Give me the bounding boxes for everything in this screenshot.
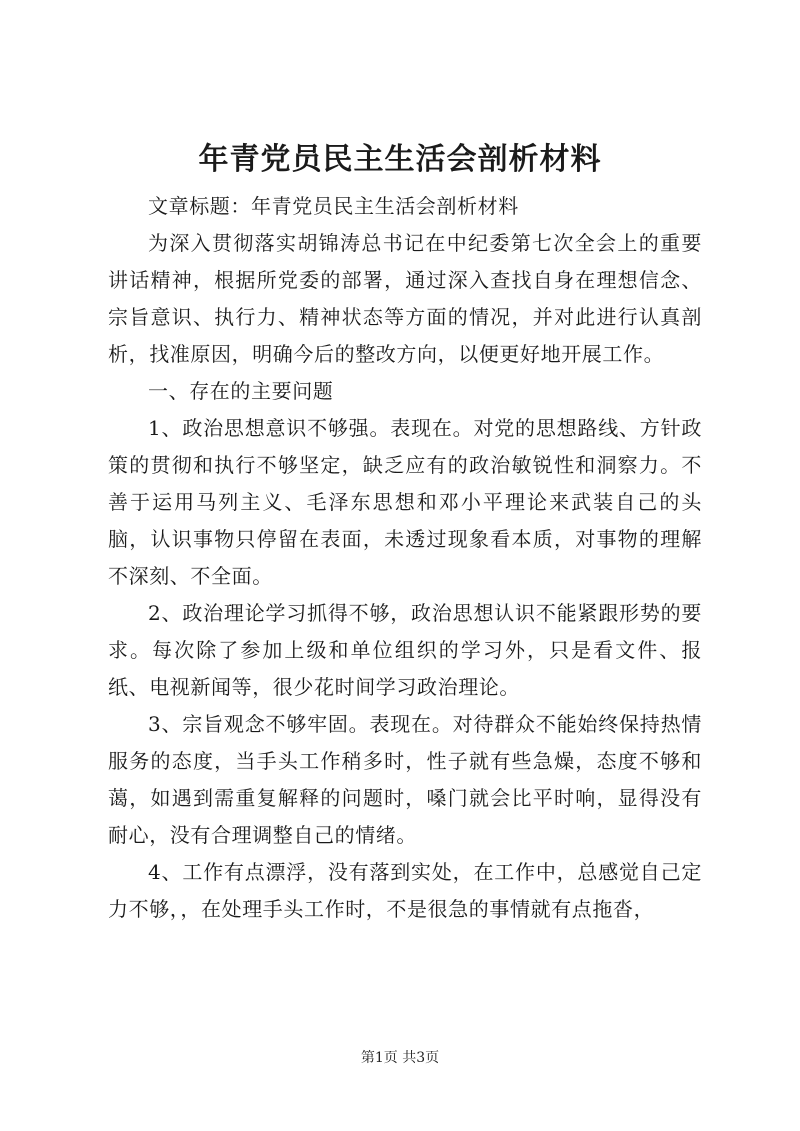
intro-paragraph: 为深入贯彻落实胡锦涛总书记在中纪委第七次全会上的重要讲话精神，根据所党委的部署，通过深入查找自身在理想信念、宗旨意识、执行力、精神状态等方面的情况，并对此进行认真剖析，找准原因，明确今后的整改方向，以便更好地开展工作。 [108,231,702,366]
document-body [108,188,702,928]
problem-paragraph-1: 1、政治思想意识不够强。表现在。对党的思想路线、方针政策的贯彻和执行不够坚定，缺乏应有的政治敏锐性和洞察力。不善于运用马列主义、毛泽东思想和邓小平理论来武装自己的头脑，认识事物只停留在表面，未透过现象看本质，对事物的理解不深刻、不全面。 [108,416,702,588]
section-heading: 一、存在的主要问题 [148,379,334,403]
document-title: 年青党员民主生活会剖析材料 [198,142,602,177]
page-number: 第1页 共3页 [360,1050,440,1066]
problem-paragraph-3: 3、宗旨观念不够牢固。表现在。对待群众不能始终保持热情服务的态度，当手头工作稍多时，性子就有些急燥，态度不够和蔼，如遇到需重复解释的问题时，嗓门就会比平时响，显得没有耐心，没有合理调整自己的情绪。 [108,712,702,847]
article-heading-line: 文章标题：年青党员民主生活会剖析材料 [148,194,519,218]
problem-paragraph-2: 2、政治理论学习抓得不够，政治思想认识不能紧跟形势的要求。每次除了参加上级和单位组织的学习外，只是看文件、报纸、电视新闻等，很少花时间学习政治理论。 [108,601,702,699]
problem-paragraph-4: 4、工作有点漂浮，没有落到实处，在工作中，总感觉自己定力不够，，在处理手头工作时，不是很急的事情就有点拖沓， [108,860,702,921]
